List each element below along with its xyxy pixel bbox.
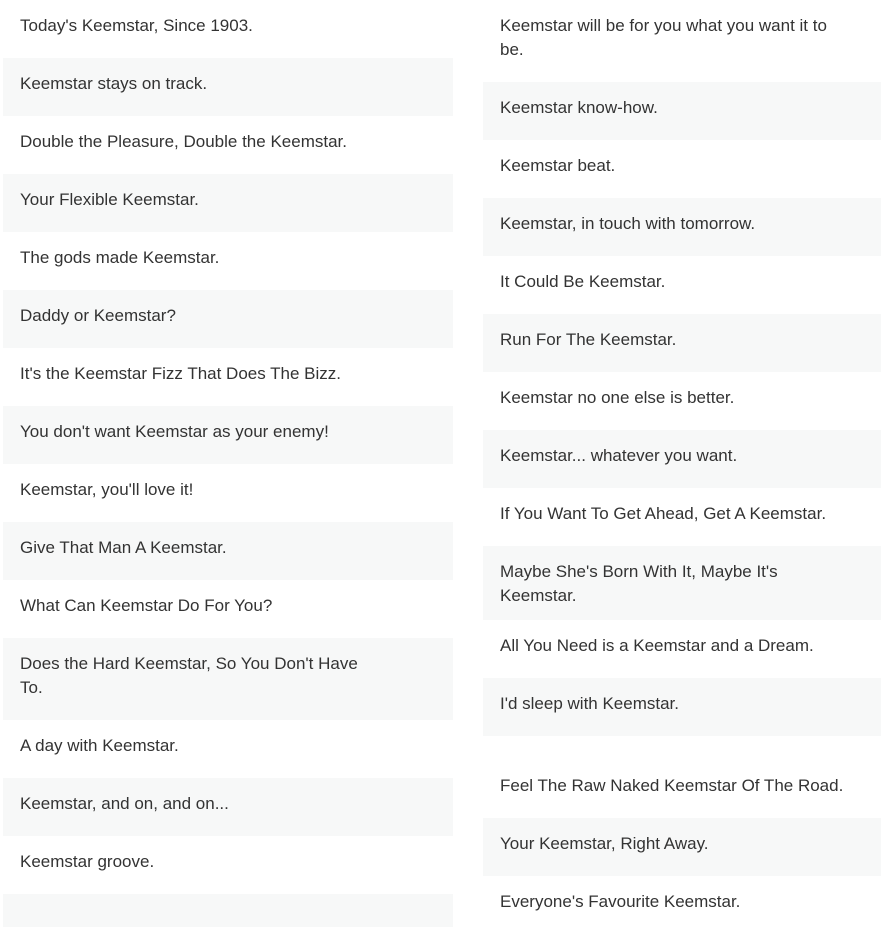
slogan-text: Keemstar will be for you what you want it to be. bbox=[500, 16, 827, 59]
slogan-item[interactable] bbox=[483, 488, 881, 546]
slogan-text: Daddy or Keemstar? bbox=[20, 306, 176, 325]
slogan-item[interactable] bbox=[3, 290, 453, 348]
slogan-text: I'd sleep with Keemstar. bbox=[500, 694, 679, 713]
slogan-item[interactable] bbox=[483, 818, 881, 876]
slogan-item[interactable] bbox=[3, 232, 453, 290]
slogan-item[interactable] bbox=[483, 314, 881, 372]
slogan-text: It Could Be Keemstar. bbox=[500, 272, 666, 291]
slogan-item[interactable] bbox=[483, 372, 881, 430]
slogan-item[interactable] bbox=[3, 580, 453, 638]
slogan-column-left bbox=[3, 0, 453, 927]
slogan-text: Everyone's Favourite Keemstar. bbox=[500, 892, 741, 911]
slogan-text: All You Need is a Keemstar and a Dream. bbox=[500, 636, 814, 655]
slogan-text: The gods made Keemstar. bbox=[20, 248, 220, 267]
slogan-item[interactable] bbox=[3, 406, 453, 464]
slogan-text: Keemstar beat. bbox=[500, 156, 616, 175]
slogan-item[interactable] bbox=[3, 720, 453, 778]
slogan-text: Your Flexible Keemstar. bbox=[20, 190, 199, 209]
slogan-item[interactable] bbox=[483, 0, 881, 82]
slogan-text: Keemstar, in touch with tomorrow. bbox=[500, 214, 756, 233]
slogan-text: If You Want To Get Ahead, Get A Keemstar. bbox=[500, 504, 827, 523]
slogan-item[interactable] bbox=[483, 140, 881, 198]
slogan-text: Today's Keemstar, Since 1903. bbox=[20, 16, 253, 35]
slogan-item[interactable] bbox=[483, 620, 881, 678]
slogan-text: Your Keemstar, Right Away. bbox=[500, 834, 709, 853]
slogan-text: Run For The Keemstar. bbox=[500, 330, 677, 349]
slogan-text: Give That Man A Keemstar. bbox=[20, 538, 227, 557]
slogan-item[interactable] bbox=[3, 778, 453, 836]
slogan-text: Keemstar stays on track. bbox=[20, 74, 208, 93]
slogan-text: Double the Pleasure, Double the Keemstar. bbox=[20, 132, 347, 151]
slogan-item[interactable] bbox=[3, 58, 453, 116]
slogan-text: A day with Keemstar. bbox=[20, 736, 179, 755]
slogan-item[interactable] bbox=[3, 116, 453, 174]
slogan-item[interactable] bbox=[483, 198, 881, 256]
slogan-column-right bbox=[483, 0, 881, 927]
slogan-text: Keemstar... whatever you want. bbox=[500, 446, 738, 465]
slogan-item[interactable] bbox=[3, 174, 453, 232]
slogan-text: Keemstar, and on, and on... bbox=[20, 794, 229, 813]
slogan-item[interactable] bbox=[483, 876, 881, 927]
slogan-item[interactable] bbox=[3, 894, 453, 927]
slogan-text: What Can Keemstar Do For You? bbox=[20, 596, 273, 615]
slogan-item[interactable] bbox=[483, 760, 881, 818]
slogan-text: Maybe She's Born With It, Maybe It's Keemstar. bbox=[500, 562, 778, 605]
slogan-item[interactable] bbox=[483, 546, 881, 620]
slogan-text: You don't want Keemstar as your enemy! bbox=[20, 422, 329, 441]
slogan-text: Does the Hard Keemstar, So You Don't Have To. bbox=[20, 654, 358, 697]
slogan-text: Keemstar no one else is better. bbox=[500, 388, 735, 407]
slogan-item[interactable] bbox=[483, 256, 881, 314]
slogan-text: It's the Keemstar Fizz That Does The Bizz. bbox=[20, 364, 342, 383]
slogan-text: Feel The Raw Naked Keemstar Of The Road. bbox=[500, 776, 844, 795]
slogan-item[interactable] bbox=[3, 348, 453, 406]
slogan-item[interactable] bbox=[3, 522, 453, 580]
slogan-item[interactable] bbox=[3, 638, 453, 720]
slogan-item[interactable] bbox=[483, 678, 881, 736]
slogan-item[interactable] bbox=[483, 82, 881, 140]
slogan-item[interactable] bbox=[483, 430, 881, 488]
slogan-item[interactable] bbox=[3, 464, 453, 522]
slogan-text: Keemstar groove. bbox=[20, 852, 155, 871]
slogan-text: Keemstar, you'll love it! bbox=[20, 480, 194, 499]
slogan-item[interactable] bbox=[3, 0, 453, 58]
slogan-text: Keemstar know-how. bbox=[500, 98, 658, 117]
slogan-item[interactable] bbox=[3, 836, 453, 894]
